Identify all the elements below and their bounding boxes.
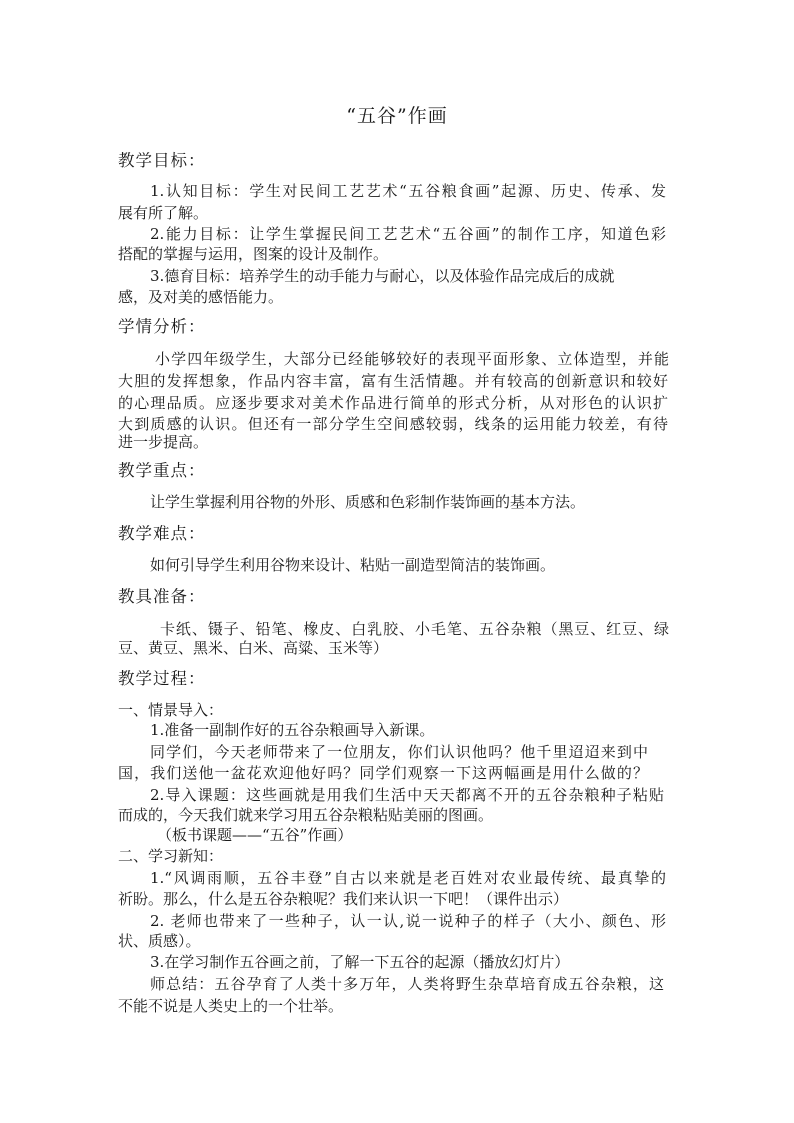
objectives-line: 搭配的掌握与运用，图案的设计及制作。 xyxy=(118,245,389,263)
process-line: 3.在学习制作五谷画之前，了解一下五谷的起源（播放幻灯片） xyxy=(150,953,570,971)
heading-materials: 教具准备： xyxy=(118,587,206,606)
objectives-line: 2.能力目标：让学生掌握民间工艺艺术“五谷画”的制作工序，知道色彩 xyxy=(150,225,666,243)
objectives-line: 1.认知目标：学生对民间工艺艺术“五谷粮食画”起源、历史、传承、发 xyxy=(150,182,666,200)
analysis-line: 进一步提高。 xyxy=(118,433,209,451)
process-line: 祈盼。那么，什么是五谷杂粮呢？我们来认识一下吧！（课件出示） xyxy=(118,890,569,908)
document-title: “五谷”作画 xyxy=(346,105,448,127)
process-line: 二、学习新知： xyxy=(118,847,224,865)
process-line: 1.准备一副制作好的五谷杂粮画导入新课。 xyxy=(150,721,435,739)
analysis-line: 小学四年级学生，大部分已经能够较好的表现平面形象、立体造型，并能 xyxy=(155,350,669,368)
analysis-line: 大到质感的认识。但还有一部分学生空间感较弱，线条的运用能力较差，有待 xyxy=(118,415,668,433)
heading-difficulties: 教学难点： xyxy=(118,524,206,543)
key-points-line: 让学生掌握利用谷物的外形、质感和色彩制作装饰画的基本方法。 xyxy=(150,493,586,511)
heading-objectives: 教学目标： xyxy=(118,151,206,170)
analysis-line: 的心理品质。应逐步要求对美术作品进行简单的形式分析，从对形色的认识扩 xyxy=(118,394,668,412)
heading-key-points: 教学重点： xyxy=(118,461,206,480)
process-line: 状、质感）。 xyxy=(118,932,201,950)
materials-line: 豆、黄豆、黑米、白米、高粱、玉米等） xyxy=(118,639,389,657)
process-line: 1.“风调雨顺，五谷丰登”自古以来就是老百姓对农业最传统、最真挚的 xyxy=(150,869,666,887)
process-line: 国，我们送他一盆花欢迎他好吗？同学们观察一下这两幅画是用什么做的？ xyxy=(118,764,648,782)
objectives-line: 感，及对美的感悟能力。 xyxy=(118,288,284,306)
process-line: 2.导入课题：这些画就是用我们生活中天天都离不开的五谷杂粮种子粘贴 xyxy=(150,786,664,804)
process-line: 一、情景导入： xyxy=(118,701,224,719)
objectives-line: 3.德育目标：培养学生的动手能力与耐心，以及体验作品完成后的成就 xyxy=(150,267,615,285)
process-line: 同学们，今天老师带来了一位朋友，你们认识他吗？他千里迢迢来到中 xyxy=(150,743,648,761)
objectives-line: 展有所了解。 xyxy=(118,204,209,222)
process-line: （板书课题——“五谷”作画） xyxy=(157,826,353,844)
analysis-line: 大胆的发挥想象，作品内容丰富，富有生活情趣。并有较高的创新意识和较好 xyxy=(118,372,668,390)
process-line: 2. 老师也带来了一些种子，认一认,说一说种子的样子（大小、颜色、形 xyxy=(150,912,666,930)
process-line: 而成的，今天我们就来学习用五谷杂粮粘贴美丽的图画。 xyxy=(118,806,494,824)
process-line: 师总结：五谷孕育了人类十多万年，人类将野生杂草培育成五谷杂粮，这 xyxy=(150,975,664,993)
process-line: 不能不说是人类史上的一个壮举。 xyxy=(118,997,344,1015)
heading-process: 教学过程： xyxy=(118,669,206,688)
materials-line: 卡纸、镊子、铅笔、橡皮、白乳胶、小毛笔、五谷杂粮（黑豆、红豆、绿 xyxy=(160,620,669,638)
difficulties-line: 如何引导学生利用谷物来设计、粘贴一副造型简洁的装饰画。 xyxy=(150,556,556,574)
heading-analysis: 学情分析： xyxy=(118,317,206,336)
